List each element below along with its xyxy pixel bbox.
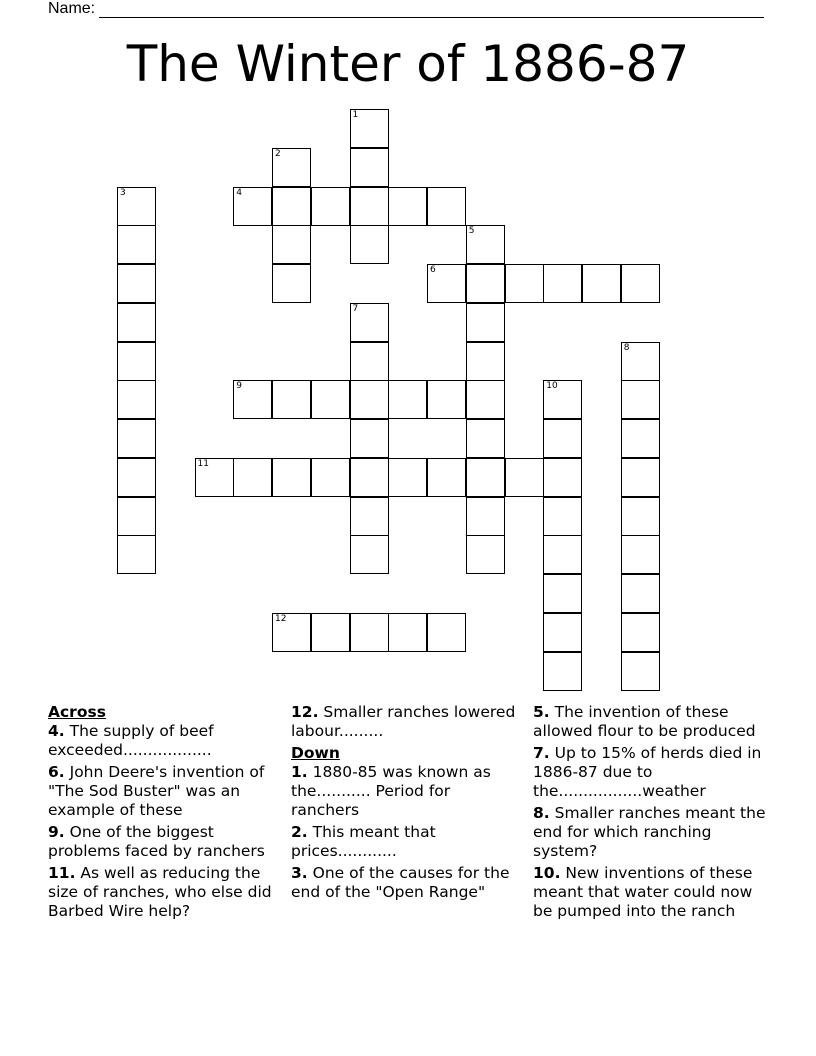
cell-number: 6 [430, 265, 436, 275]
grid-cell[interactable] [621, 574, 660, 613]
grid-cell[interactable] [388, 380, 427, 419]
grid-cell[interactable] [427, 458, 466, 497]
grid-cell[interactable] [543, 613, 582, 652]
grid-cell[interactable] [117, 380, 156, 419]
grid-cell[interactable] [350, 109, 389, 148]
grid-cell[interactable] [621, 342, 660, 381]
grid-cell[interactable] [505, 264, 544, 303]
grid-cell[interactable] [350, 187, 389, 226]
grid-cell[interactable] [543, 380, 582, 419]
grid-cell[interactable] [621, 419, 660, 458]
clue-across-4: 4. The supply of beef exceeded.................. [48, 722, 214, 759]
grid-cell[interactable] [311, 613, 350, 652]
grid-cell[interactable] [311, 187, 350, 226]
grid-cell[interactable] [466, 497, 505, 536]
grid-cell[interactable] [427, 613, 466, 652]
grid-cell[interactable] [543, 419, 582, 458]
cell-number: 10 [546, 381, 558, 392]
cell-number: 2 [275, 148, 281, 159]
grid-cell[interactable] [272, 458, 311, 497]
grid-cell[interactable] [466, 264, 505, 303]
grid-cell[interactable] [350, 225, 389, 264]
cell-number: 8 [623, 342, 630, 353]
cell-number: 12 [275, 613, 287, 624]
grid-cell[interactable] [233, 187, 272, 226]
grid-cell[interactable] [427, 380, 466, 419]
grid-cell[interactable] [272, 613, 311, 652]
grid-cell[interactable] [543, 497, 582, 536]
clue-across-6: 6. John Deere's invention of "The Sod Buster" was an example of these [48, 763, 265, 819]
grid-cell[interactable] [543, 574, 582, 613]
grid-cell[interactable] [621, 535, 660, 574]
grid-cell[interactable] [117, 303, 156, 342]
clue-down-10: 10. New inventions of these meant that water could now be pumped into the ranch [533, 864, 753, 920]
grid-cell[interactable] [117, 225, 156, 264]
name-label: Name: [48, 0, 96, 17]
cell-number: 11 [197, 458, 209, 469]
grid-cell[interactable] [427, 187, 466, 226]
name-field[interactable] [48, 0, 764, 18]
grid-cell[interactable] [582, 264, 621, 303]
grid-cell[interactable] [350, 303, 389, 342]
grid-cell[interactable] [466, 419, 505, 458]
grid-cell[interactable] [233, 458, 272, 497]
cell-number: 7 [352, 303, 359, 314]
cell-number: 9 [236, 381, 242, 392]
clue-across-12: 12. Smaller ranches lowered labour......... [291, 703, 516, 740]
grid-cell[interactable] [350, 458, 389, 497]
grid-cell[interactable] [466, 535, 505, 574]
grid-cell[interactable] [272, 187, 311, 226]
clue-down-8: 8. Smaller ranches meant the end for which ranching system? [533, 804, 766, 860]
cell-number: 1 [352, 110, 359, 120]
grid-cell[interactable] [350, 148, 389, 187]
cell-number: 3 [120, 187, 126, 198]
grid-cell[interactable] [350, 613, 389, 652]
grid-cell[interactable] [350, 380, 389, 419]
grid-cell[interactable] [350, 419, 389, 458]
name-underline [99, 3, 764, 18]
clues-column-1 [48, 703, 278, 924]
grid-cell[interactable] [543, 458, 582, 497]
grid-cell[interactable] [505, 458, 544, 497]
grid-cell[interactable] [466, 342, 505, 381]
grid-cell[interactable] [233, 380, 272, 419]
grid-cell[interactable] [621, 264, 660, 303]
down-heading: Down [291, 744, 340, 762]
grid-cell[interactable] [466, 458, 505, 497]
grid-cell[interactable] [311, 458, 350, 497]
grid-cell[interactable] [621, 613, 660, 652]
clue-down-7: 7. Up to 15% of herds died in 1886-87 due to the.................weather [533, 744, 762, 800]
clue-down-5: 5. The invention of these allowed flour to be produced [533, 703, 756, 740]
page-title: The Winter of 1886-87 [126, 35, 690, 93]
grid-cell[interactable] [117, 497, 156, 536]
grid-cell[interactable] [117, 342, 156, 381]
grid-cell[interactable] [621, 380, 660, 419]
grid-cell[interactable] [621, 652, 660, 691]
clue-down-2: 2. This meant that prices............ [291, 823, 436, 860]
cell-number: 5 [468, 226, 475, 237]
grid-cell[interactable] [117, 187, 156, 226]
grid-cell[interactable] [466, 303, 505, 342]
clue-across-9: 9. One of the biggest problems faced by ranchers [48, 823, 265, 860]
clue-down-1: 1. 1880-85 was known as the........... Period for ranchers [291, 763, 491, 819]
grid-cell[interactable] [117, 419, 156, 458]
grid-cell[interactable] [272, 380, 311, 419]
grid-cell[interactable] [350, 497, 389, 536]
grid-cell[interactable] [117, 458, 156, 497]
grid-cell[interactable] [350, 535, 389, 574]
grid-cell[interactable] [543, 264, 582, 303]
across-heading: Across [48, 703, 106, 721]
grid-cell[interactable] [272, 264, 311, 303]
grid-cell[interactable] [311, 380, 350, 419]
grid-cell[interactable] [195, 458, 234, 497]
grid-cell[interactable] [117, 264, 156, 303]
grid-cell[interactable] [543, 535, 582, 574]
grid-cell[interactable] [621, 497, 660, 536]
clue-across-11: 11. As well as reducing the size of ranches, who else did Barbed Wire help? [48, 864, 272, 920]
grid-cell[interactable] [466, 380, 505, 419]
clues-column-2 [291, 703, 521, 905]
grid-cell[interactable] [272, 148, 311, 187]
grid-cell[interactable] [117, 535, 156, 574]
grid-cell[interactable] [466, 225, 505, 264]
clues-column-3 [533, 703, 773, 924]
clue-down-3: 3. One of the causes for the end of the "Open Range" [291, 864, 510, 901]
grid-cell[interactable] [388, 458, 427, 497]
grid-cell[interactable] [427, 264, 466, 303]
grid-cell[interactable] [350, 342, 389, 381]
cell-number: 4 [236, 187, 242, 198]
grid-cell[interactable] [388, 187, 427, 226]
grid-cell[interactable] [388, 613, 427, 652]
grid-cell[interactable] [543, 652, 582, 691]
grid-cell[interactable] [272, 225, 311, 264]
grid-cell[interactable] [621, 458, 660, 497]
